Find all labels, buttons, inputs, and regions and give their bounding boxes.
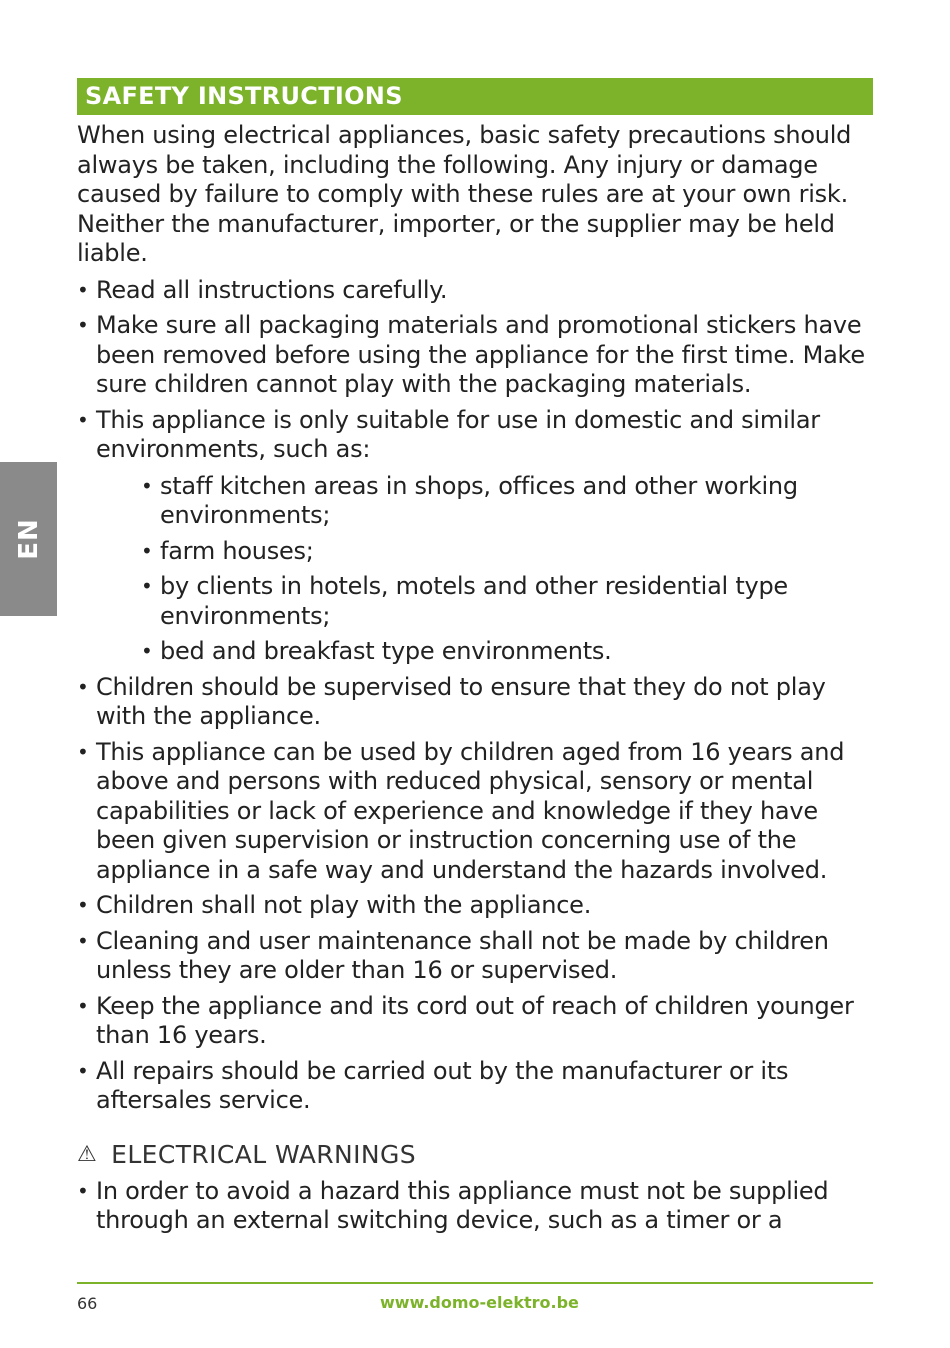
sub-list-item: • staff kitchen areas in shops, offices and other working environments; [141,472,873,531]
list-item: • Children shall not play with the appliance. [77,891,873,921]
page-number: 66 [77,1294,98,1313]
language-tab [0,462,57,616]
sub-list-item: • farm houses; [141,537,873,567]
sub-list-item: • by clients in hotels, motels and other residential type environments; [141,572,873,631]
list-item-environments [77,406,873,667]
list-item-text: This appliance is only suitable for use in domestic and similar environments, such as: [96,405,820,463]
safety-list [77,276,873,1116]
list-item: • This appliance can be used by children aged from 16 years and above and persons with reduced physical, sensory or mental capabilities or lack of experience and knowledge if they have been given supervision or instruction concerning use of the appliance in a safe way and understand the hazards involved. [77,738,873,886]
list-item: • Cleaning and user maintenance shall not be made by children unless they are older than 16 or supervised. [77,927,873,986]
list-item: • Read all instructions carefully. [77,276,873,306]
list-item: • All repairs should be carried out by the manufacturer or its aftersales service. [77,1057,873,1116]
electrical-warnings-heading [77,1140,873,1170]
electrical-list [77,1177,873,1236]
list-item: • Keep the appliance and its cord out of reach of children younger than 16 years. [77,992,873,1051]
electrical-warnings-title: ELECTRICAL WARNINGS [111,1139,416,1169]
intro-paragraph: When using electrical appliances, basic safety precautions should always be taken, including the following. Any injury or damage caused by failure to comply with these rules are at your own risk. Neither the manufacturer, importer, or the supplier may be held liable. [77,121,852,267]
website-link[interactable]: www.domo-elektro.be [380,1293,579,1312]
warning-triangle-icon: ⚠ [77,1141,98,1167]
list-item: • Make sure all packaging materials and promotional stickers have been removed before using the appliance for the first time. Make sure children cannot play with the packaging materials. [77,311,873,400]
environments-sublist [96,472,873,667]
footer-divider [77,1282,873,1284]
sub-list-item: • bed and breakfast type environments. [141,637,873,667]
language-label: EN [13,518,44,560]
list-item: • Children should be supervised to ensure that they do not play with the appliance. [77,673,873,732]
section-title: SAFETY INSTRUCTIONS [77,78,873,115]
list-item: • In order to avoid a hazard this appliance must not be supplied through an external switching device, such as a timer or a [77,1177,873,1236]
content-area [77,78,873,1242]
